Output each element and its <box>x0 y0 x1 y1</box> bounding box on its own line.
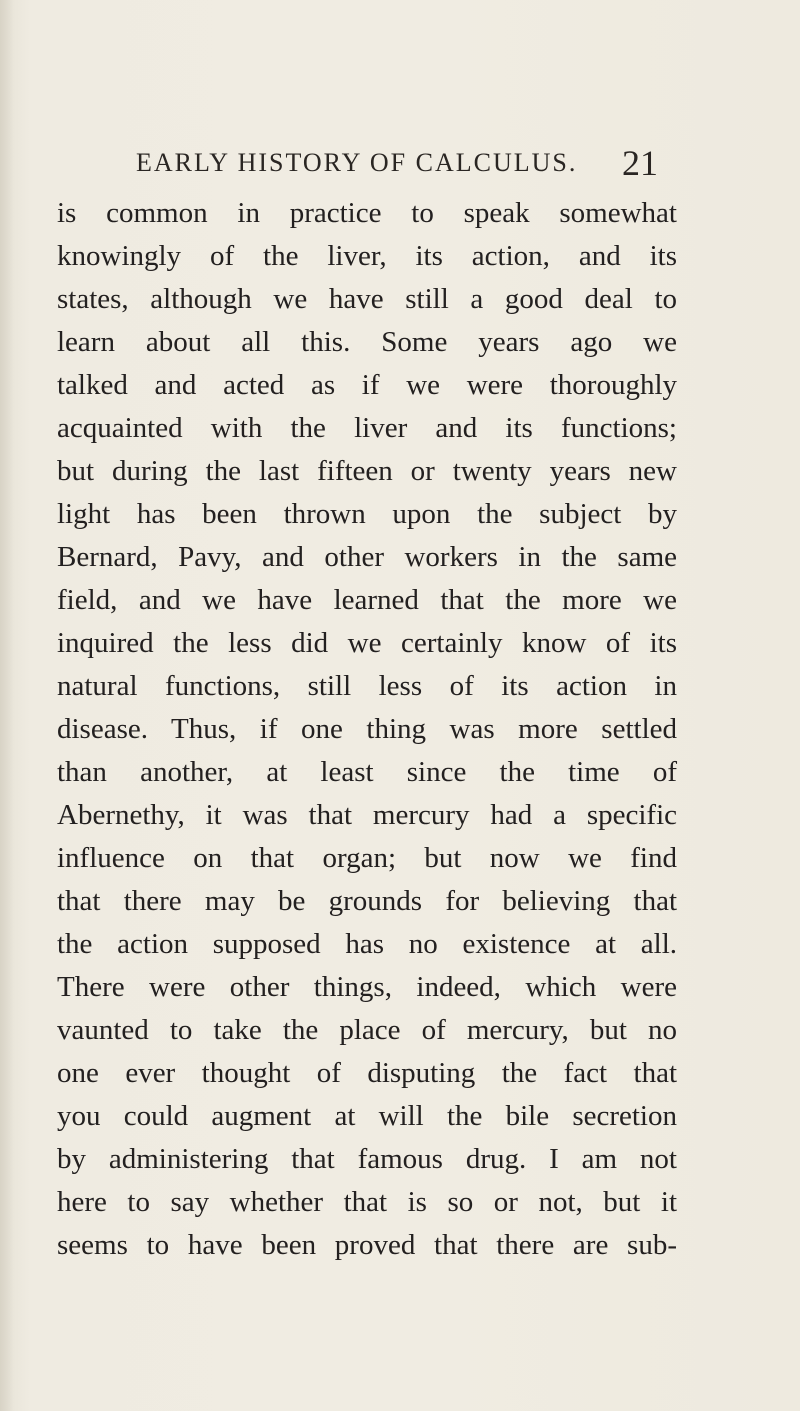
text-line: natural functions, still less of its action in <box>57 670 677 702</box>
text-line: vaunted to take the place of mercury, but no <box>57 1014 677 1046</box>
text-line: that there may be grounds for believing that <box>57 885 677 917</box>
text-line: one ever thought of disputing the fact that <box>57 1057 677 1089</box>
running-head <box>0 144 800 184</box>
text-line: inquired the less did we certainly know of its <box>57 627 677 659</box>
text-line: states, although we have still a good deal to <box>57 283 677 315</box>
text-line: Bernard, Pavy, and other workers in the same <box>57 541 677 573</box>
text-line: by administering that famous drug. I am not <box>57 1143 677 1175</box>
text-line: Abernethy, it was that mercury had a specific <box>57 799 677 831</box>
text-line: is common in practice to speak somewhat <box>57 197 677 229</box>
text-line: the action supposed has no existence at all. <box>57 928 677 960</box>
text-line: talked and acted as if we were thoroughly <box>57 369 677 401</box>
page-number: 21 <box>622 143 658 183</box>
text-line: but during the last fifteen or twenty years new <box>57 455 677 487</box>
text-line: acquainted with the liver and its functions; <box>57 412 677 444</box>
text-line: There were other things, indeed, which were <box>57 971 677 1003</box>
text-line: than another, at least since the time of <box>57 756 677 788</box>
text-line: light has been thrown upon the subject by <box>57 498 677 530</box>
text-line: knowingly of the liver, its action, and its <box>57 240 677 272</box>
text-line: here to say whether that is so or not, but it <box>57 1186 677 1218</box>
text-line: disease. Thus, if one thing was more settled <box>57 713 677 745</box>
page-gutter-shadow <box>0 0 14 1411</box>
running-title: EARLY HISTORY OF CALCULUS. <box>136 148 578 177</box>
text-line: influence on that organ; but now we find <box>57 842 677 874</box>
text-line: you could augment at will the bile secretion <box>57 1100 677 1132</box>
text-line: learn about all this. Some years ago we <box>57 326 677 358</box>
text-line: field, and we have learned that the more we <box>57 584 677 616</box>
text-line: seems to have been proved that there are sub- <box>57 1229 677 1261</box>
